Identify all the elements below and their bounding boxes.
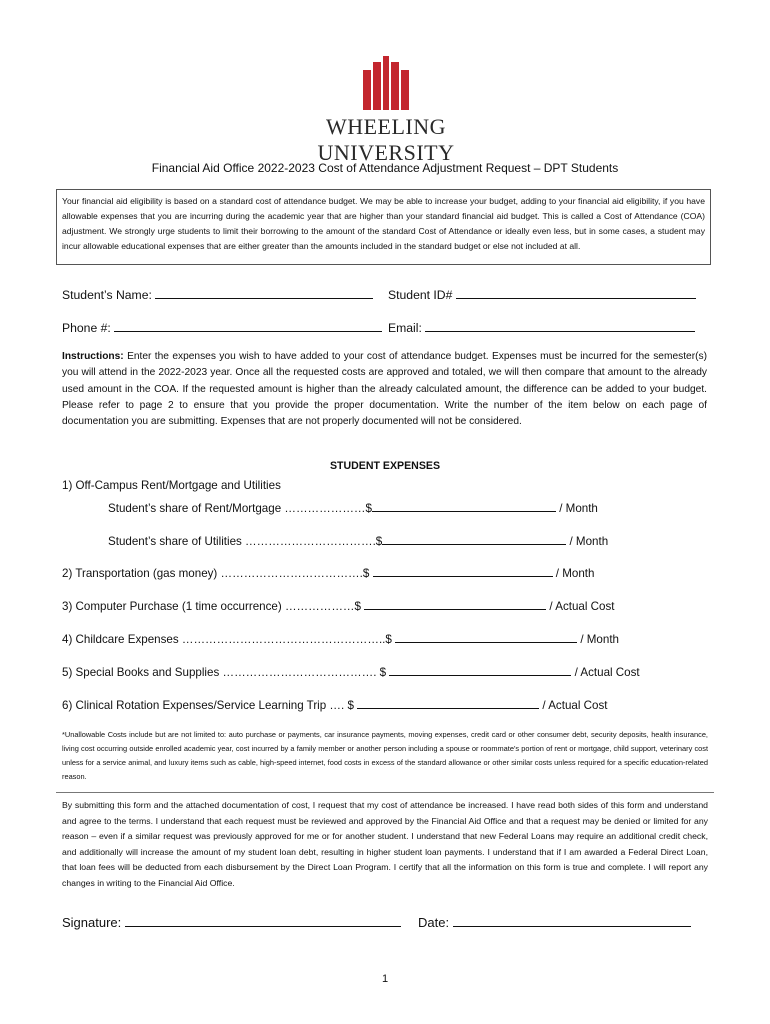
expense-childcare-label: 4) Childcare Expenses ……………………………………………..$: [62, 633, 392, 646]
form-title: Financial Aid Office 2022-2023 Cost of Attendance Adjustment Request – DPT Students: [151, 161, 619, 175]
expense-rent-row[interactable]: [108, 499, 598, 515]
expense-books-row[interactable]: [62, 663, 640, 679]
expense-clinical-input[interactable]: [357, 696, 539, 709]
expense-books-label: 5) Special Books and Supplies …………………………………. $: [62, 666, 387, 679]
logo-wordmark: WHEELING UNIVERSITY: [317, 114, 455, 165]
student-id-line[interactable]: [456, 286, 696, 299]
date-label: Date:: [418, 915, 450, 930]
expense-transport-unit: / Month: [555, 567, 595, 580]
phone-field[interactable]: [62, 319, 382, 335]
expense-books-unit: / Actual Cost: [574, 666, 640, 679]
expenses-heading: STUDENT EXPENSES: [329, 460, 441, 472]
expense-utilities-row[interactable]: [108, 532, 608, 548]
consent-statement: By submitting this form and the attached documentation of cost, I request that my cost of attendance be increased. I have read both sides of this form and understand and agree to the terms. I understand that each request must be reviewed and approved by the Financial Aid Office and that a request may be denied or limited for any reason – even if a similar request was previously approved for me or for another student. I understand that new Federal Loans may require an additional credit check, and additionally will increase the amount of my student loan debt, resulting in higher student loan payments. I understand that if I am awarded a Federal Direct Loan, that loan fees will be deducted from each disbursement by the Direct Loan Program. I certify that all the information on this form is true and complete. I will report any changes in writing to the Financial Aid Office.: [62, 800, 708, 888]
instructions-text: Enter the expenses you wish to have added to your cost of attendance budget. Expenses must be incurred for the semester(s) you will attend in the 2022-2023 year. Once all the requested costs are approved and totaled, we will then compare that amount to the already used amount in the COA. If the requested amount is higher than the already calculated amount, the difference can be added to your budget. Please refer to page 2 to ensure that you provide the proper documentation. Write the number of the item below on each page of documentation you are submitting. Expenses that are not properly documented will not be considered.: [62, 351, 707, 428]
expense-rent-label: Student’s share of Rent/Mortgage …………………$: [108, 502, 372, 515]
expense-computer-label: 3) Computer Purchase (1 time occurrence) ………………$: [62, 600, 361, 613]
instructions-label: Instructions:: [62, 351, 124, 362]
expense-utilities-label: Student’s share of Utilities …………………………….$: [108, 535, 383, 548]
date-line[interactable]: [453, 912, 691, 927]
unallowable-costs-note: *Unallowable Costs include but are not limited to: auto purchase or payments, car insurance payments, moving expenses, credit card or other consumer debt, security deposits, health insurance, living cost occurring outside enrolled academic year, cost incurred by a family member or another person including a spouse or roommate’s portion of rent or mortgage, child support, veterinary cost unless for a service animal, and luxury items such as cable, high-speed internet, food costs in excess of the standard allowance or other similar costs unless required for a specific education-related reason.: [62, 730, 708, 781]
signature-label: Signature:: [62, 915, 122, 930]
expense-utilities-input[interactable]: [382, 532, 566, 545]
page-number: 1: [381, 973, 389, 985]
expense-computer-input[interactable]: [364, 597, 546, 610]
expense-rent-unit: / Month: [559, 502, 598, 515]
email-label: Email:: [388, 321, 422, 335]
expense-transport-row[interactable]: [62, 564, 594, 580]
signature-field[interactable]: [62, 912, 401, 930]
phone-label: Phone #:: [62, 321, 111, 335]
expense-childcare-input[interactable]: [395, 630, 577, 643]
expense-books-input[interactable]: [389, 663, 571, 676]
expense-rent-input[interactable]: [372, 499, 556, 512]
expense-clinical-row[interactable]: [62, 696, 607, 712]
expense-utilities-unit: / Month: [569, 535, 609, 548]
logo-emblem-icon: [363, 56, 409, 110]
email-line[interactable]: [425, 319, 695, 332]
expense-transport-label: 2) Transportation (gas money) ……………………………….$: [62, 567, 370, 580]
instructions: [62, 349, 707, 430]
student-id-label: Student ID#: [388, 288, 453, 302]
student-name-line[interactable]: [155, 286, 373, 299]
student-id-field[interactable]: [388, 286, 696, 302]
expense-clinical-label: 6) Clinical Rotation Expenses/Service Learning Trip …. $: [62, 699, 354, 712]
student-name-field[interactable]: [62, 286, 373, 302]
expense-transport-input[interactable]: [373, 564, 553, 577]
expense-item-rent-title: 1) Off-Campus Rent/Mortgage and Utilities: [62, 479, 281, 492]
expense-computer-row[interactable]: [62, 597, 615, 613]
intro-notice: Your financial aid eligibility is based on a standard cost of attendance budget. We may be able to increase your budget, adding to your financial aid eligibility, if you have allowable expenses that you are incurring during the academic year that are higher than your standard financial aid budget. This is called a Cost of Attendance (COA) adjustment. We strongly urge students to limit their borrowing to the amount of the standard Cost of Attendance or ideally even less, but in some cases, a student may incur allowable educational expenses that are either greater than the amounts included in the standard budget or else not included at all.: [56, 189, 711, 265]
email-field[interactable]: [388, 319, 695, 335]
expense-computer-unit: / Actual Cost: [549, 600, 615, 613]
signature-line[interactable]: [125, 912, 401, 927]
section-divider: [56, 792, 714, 793]
expense-clinical-unit: / Actual Cost: [542, 699, 608, 712]
expense-childcare-row[interactable]: [62, 630, 619, 646]
student-name-label: Student’s Name:: [62, 288, 152, 302]
phone-line[interactable]: [114, 319, 382, 332]
university-logo: [258, 56, 514, 165]
expense-childcare-unit: / Month: [580, 633, 619, 646]
date-field[interactable]: [418, 912, 691, 930]
